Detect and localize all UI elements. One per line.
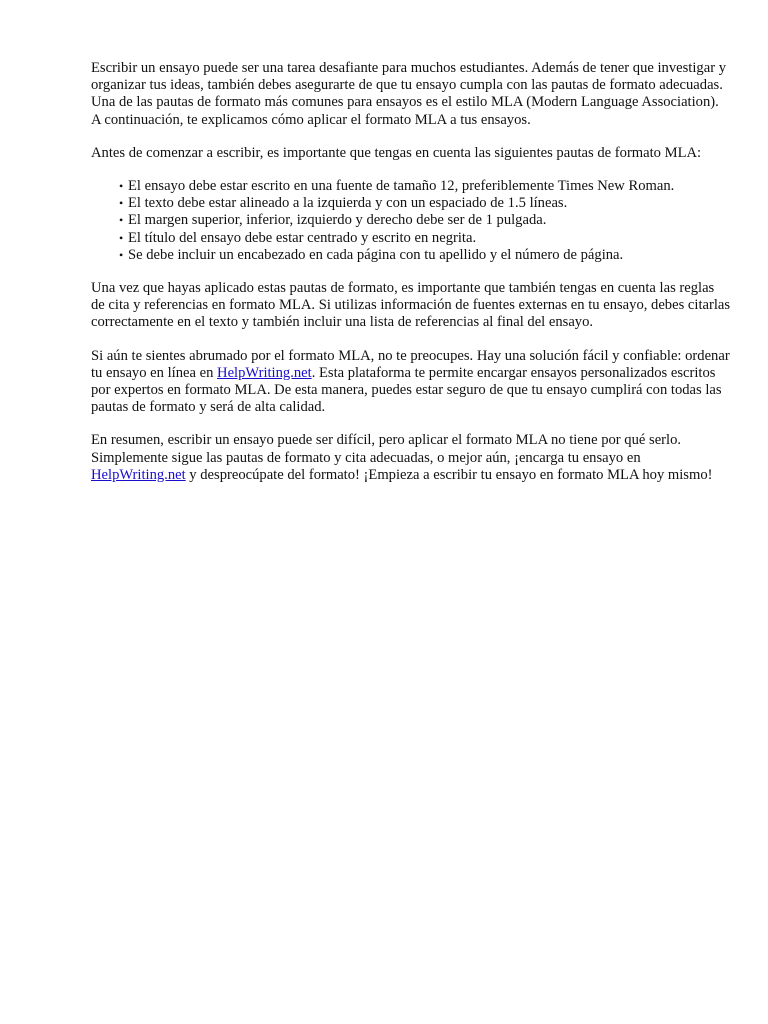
paragraph-solution — [91, 348, 731, 417]
paragraph-summary — [91, 432, 731, 484]
bullet-icon: • — [119, 196, 124, 211]
list-item — [119, 247, 731, 264]
list-item-text: El texto debe estar alineado a la izquierda y con un espaciado de 1.5 líneas. — [128, 195, 568, 212]
list-item-text: El ensayo debe estar escrito en una fuente de tamaño 12, preferiblemente Times New Roman. — [128, 178, 675, 195]
helpwriting-link[interactable]: HelpWriting.net — [217, 364, 312, 381]
bullet-icon: • — [119, 247, 124, 262]
list-item-text: El margen superior, inferior, izquierdo y derecho debe ser de 1 pulgada. — [128, 212, 547, 229]
paragraph-intro: Escribir un ensayo puede ser una tarea desafiante para muchos estudiantes. Además de tener que investigar y organizar tus ideas, también debes asegurarte de que tu ensayo cumpla con las pautas de formato adecuadas. Una de las pautas de formato más comunes para ensayos es el estilo MLA (Modern Language Association). A continuación, te explicamos cómo aplicar el formato MLA a tus ensayos. — [91, 60, 726, 128]
bullet-icon: • — [119, 179, 124, 194]
list-item-text: Se debe incluir un encabezado en cada página con tu apellido y el número de página. — [128, 246, 624, 263]
paragraph-citations: Una vez que hayas aplicado estas pautas de formato, es importante que también tengas en cuenta las reglas de cita y referencias en formato MLA. Si utilizas información de fuentes externas en tu ensayo, debes citarlas correctamente en el texto y también incluir una lista de referencias al final del ensayo. — [91, 280, 731, 331]
paragraph-text: . Esta plataforma te permite encargar ensayos personalizados escritos por expertos en formato MLA. De esta manera, puedes estar seguro de que tu ensayo cumplirá con todas las pautas de formato y será de alta calidad. — [91, 364, 722, 416]
list-item — [119, 178, 731, 195]
list-item-text: El título del ensayo debe estar centrado y escrito en negrita. — [128, 229, 477, 246]
bullet-icon: • — [119, 213, 124, 228]
helpwriting-link[interactable]: HelpWriting.net — [91, 466, 186, 483]
document-page — [91, 60, 731, 500]
paragraph-guidelines-intro: Antes de comenzar a escribir, es importante que tengas en cuenta las siguientes pautas de formato MLA: — [91, 144, 702, 161]
list-item — [119, 230, 731, 247]
paragraph-text: En resumen, escribir un ensayo puede ser difícil, pero aplicar el formato MLA no tiene por qué serlo. Simplemente sigue las pautas de formato y cita adecuadas, o mejor aún, ¡encarga tu ensayo en — [91, 432, 682, 466]
guidelines-list — [91, 178, 731, 264]
list-item — [119, 195, 731, 212]
bullet-icon: • — [119, 230, 124, 245]
paragraph-text: y despreocúpate del formato! ¡Empieza a escribir tu ensayo en formato MLA hoy mismo! — [185, 466, 713, 483]
list-item — [119, 212, 731, 229]
paragraph-text: Si aún te sientes abrumado por el formato MLA, no te preocupes. Hay una solución fácil y confiable: ordenar tu ensayo en línea en — [91, 347, 730, 381]
